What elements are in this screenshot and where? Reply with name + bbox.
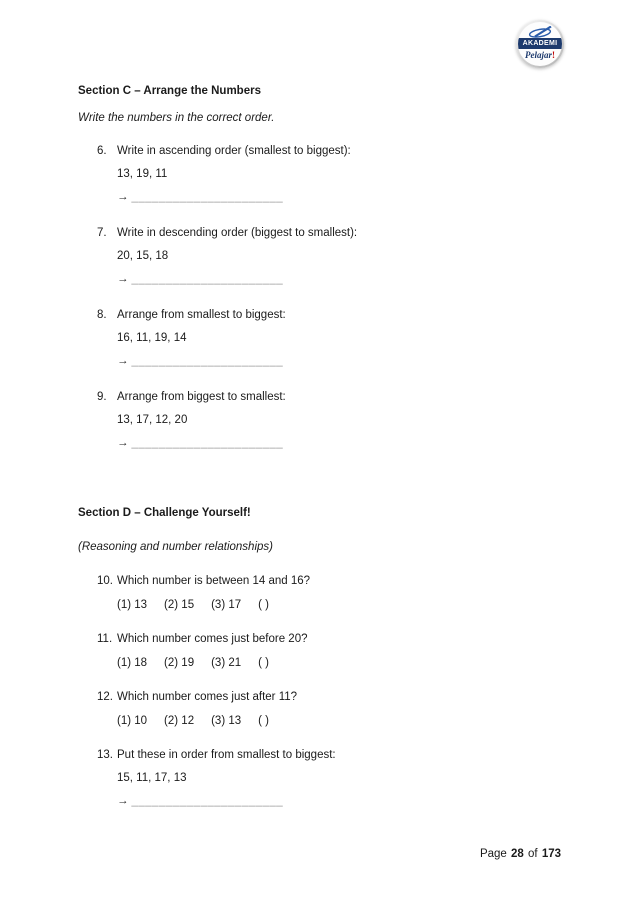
question-head [97, 143, 561, 159]
question-text: Which number comes just after 11? [117, 691, 298, 703]
given-numbers: 13, 19, 11 [117, 168, 168, 180]
answer-line [117, 435, 561, 451]
options-row [117, 713, 561, 729]
question-number: 10. [97, 575, 113, 587]
section-c-questions [78, 143, 561, 451]
option-2: (2) 19 [164, 657, 195, 669]
logo-inner-circle [518, 22, 562, 66]
logo-subtitle-word: Pelajar [525, 50, 552, 60]
question-12 [97, 689, 561, 729]
answer-parentheses: ( ) [258, 599, 269, 611]
given-numbers: 20, 15, 18 [117, 250, 169, 262]
question-head [97, 689, 561, 705]
question-number: 6. [97, 145, 107, 157]
question-8 [97, 307, 561, 369]
question-9 [97, 389, 561, 451]
arrow-icon: → [117, 355, 129, 367]
section-c [78, 83, 561, 451]
question-head [97, 389, 561, 405]
answer-line [117, 189, 561, 205]
option-3: (3) 17 [211, 599, 242, 611]
logo-exclaim: ! [552, 50, 555, 60]
akademi-pelajar-logo [516, 20, 564, 68]
question-text: Put these in order from smallest to biggest: [117, 749, 336, 761]
question-11 [97, 631, 561, 671]
pen-swoosh-icon [526, 26, 554, 38]
answer-parentheses: ( ) [258, 715, 269, 727]
arrow-icon: → [117, 191, 129, 203]
question-number: 12. [97, 691, 113, 703]
answer-line [117, 793, 561, 809]
question-head [97, 747, 561, 763]
question-10 [97, 573, 561, 613]
answer-parentheses: ( ) [258, 657, 269, 669]
total-page-number: 173 [541, 848, 561, 860]
question-text: Write in descending order (biggest to smallest): [117, 227, 358, 239]
question-head [97, 573, 561, 589]
question-head [97, 225, 561, 241]
question-text: Arrange from smallest to biggest: [117, 309, 286, 321]
question-13 [97, 747, 561, 809]
question-head [97, 631, 561, 647]
answer-blank: ______________________ [131, 795, 284, 807]
arrow-icon: → [117, 437, 129, 449]
question-number: 11. [97, 633, 113, 645]
section-d-subtitle: (Reasoning and number relationships) [78, 541, 273, 553]
question-text: Which number comes just before 20? [117, 633, 308, 645]
answer-blank: ______________________ [131, 191, 284, 203]
question-7 [97, 225, 561, 287]
arrow-icon: → [117, 795, 129, 807]
section-c-subtitle: Write the numbers in the correct order. [78, 112, 275, 124]
question-number: 7. [97, 227, 107, 239]
current-page-number: 28 [511, 848, 524, 860]
answer-blank: ______________________ [131, 355, 284, 367]
answer-line [117, 353, 561, 369]
question-6 [97, 143, 561, 205]
arrow-icon: → [117, 273, 129, 285]
section-d-questions [78, 573, 561, 809]
options-row [117, 655, 561, 671]
option-2: (2) 12 [164, 715, 195, 727]
question-text: Which number is between 14 and 16? [117, 575, 311, 587]
option-1: (1) 18 [117, 657, 148, 669]
section-d [78, 505, 561, 809]
footer-page-indicator [479, 846, 561, 862]
question-number: 9. [97, 391, 107, 403]
section-c-title: Section C – Arrange the Numbers [78, 85, 261, 97]
option-3: (3) 21 [211, 657, 242, 669]
question-text: Write in ascending order (smallest to biggest): [117, 145, 351, 157]
question-number: 13. [97, 749, 113, 761]
section-d-title: Section D – Challenge Yourself! [78, 507, 251, 519]
answer-blank: ______________________ [131, 273, 284, 285]
option-1: (1) 13 [117, 599, 148, 611]
answer-blank: ______________________ [131, 437, 284, 449]
question-number: 8. [97, 309, 107, 321]
logo-subtitle [525, 50, 555, 61]
question-text: Arrange from biggest to smallest: [117, 391, 286, 403]
question-head [97, 307, 561, 323]
answer-line [117, 271, 561, 287]
given-numbers: 13, 17, 12, 20 [117, 414, 188, 426]
logo-banner-text: AKADEMI [518, 38, 562, 49]
page-label: Page [479, 848, 507, 860]
options-row [117, 597, 561, 613]
of-label: of [528, 848, 538, 860]
option-3: (3) 13 [211, 715, 242, 727]
option-1: (1) 10 [117, 715, 148, 727]
given-numbers: 16, 11, 19, 14 [117, 332, 187, 344]
given-numbers: 15, 11, 17, 13 [117, 772, 187, 784]
option-2: (2) 15 [164, 599, 195, 611]
